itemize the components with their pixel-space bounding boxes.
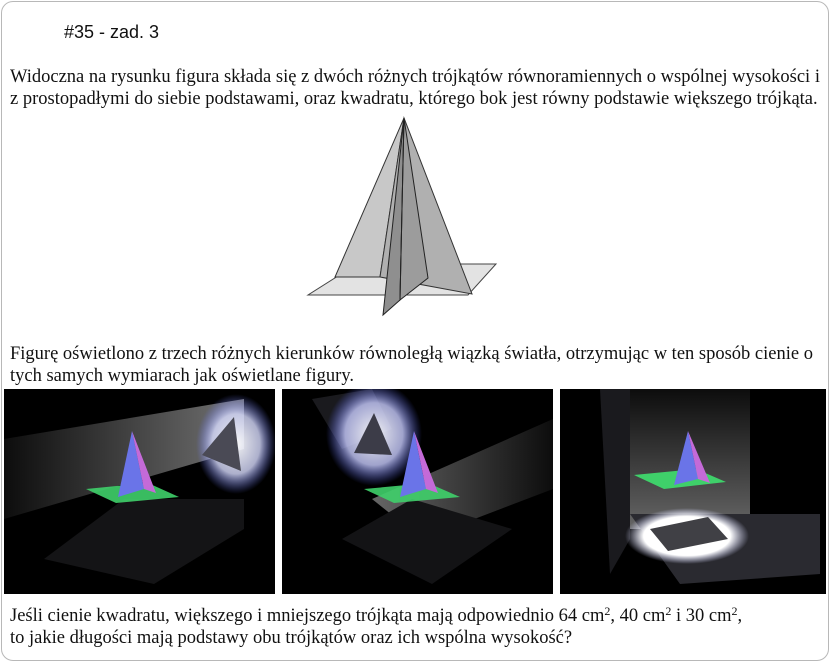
question-part2: , 40 cm	[610, 606, 666, 626]
exp-3: 2	[731, 604, 738, 618]
pyramid-figure	[300, 112, 500, 322]
lighting-text: Figurę oświetlono z trzech różnych kierunków równoległą wiązką światła, otrzymując w ten sposób cienie o tych samych wymiarach jak oświetlane figury.	[10, 344, 813, 386]
exp-1: 2	[604, 604, 611, 618]
problem-number: #35 - zad. 3	[64, 22, 160, 42]
question-line2: to jakie długości mają podstawy obu trójkątów oraz ich wspólna wysokość?	[10, 628, 573, 648]
exp-2: 2	[665, 604, 672, 618]
render-panel-top-light	[560, 389, 826, 594]
question-part1: Jeśli cienie kwadratu, większego i mniejszego trójkąta mają odpowiednio 64 cm	[10, 606, 605, 626]
render-panel-right-light	[282, 389, 553, 594]
question-part4: ,	[737, 606, 743, 626]
intro-text: Widoczna na rysunku figura składa się z dwóch różnych trójkątów równoramiennych o wspólnej wysokości i z prostopadłymi do siebie podstawami, oraz kwadratu, którego bok jest równy podstawie większego trójkąta.	[10, 67, 820, 109]
render-panel-left-light	[4, 389, 275, 594]
question-text	[10, 605, 825, 649]
question-part3: i 30 cm	[671, 606, 732, 626]
